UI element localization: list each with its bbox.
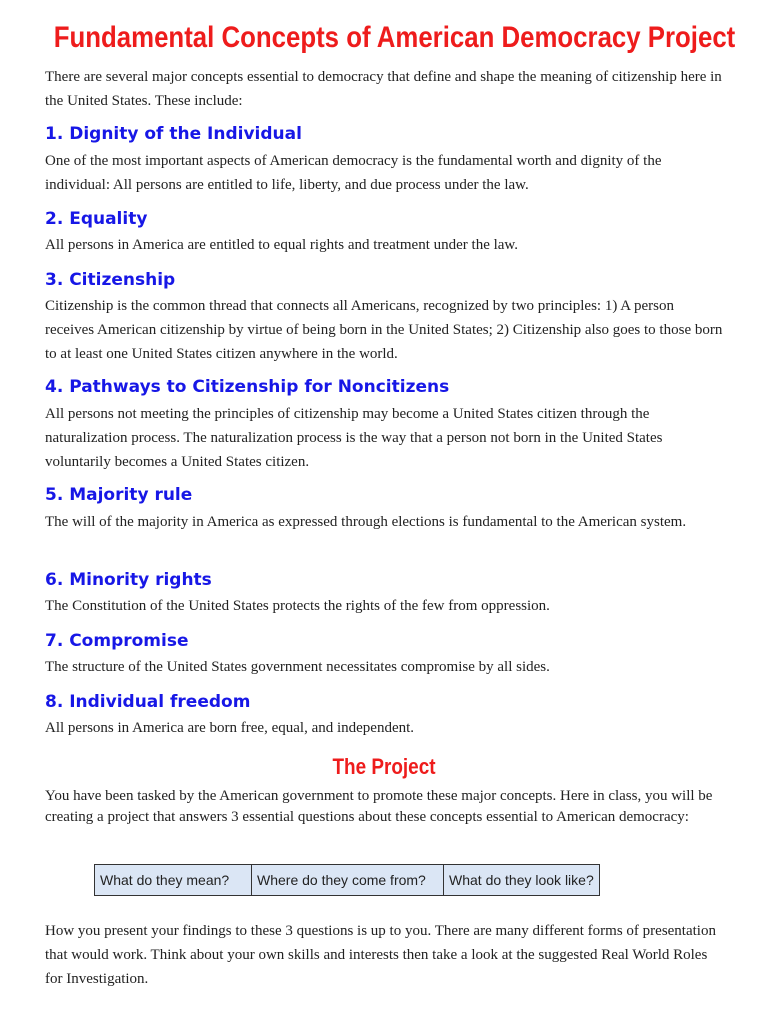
concept-heading-compromise: 7. Compromise — [45, 631, 189, 651]
concept-heading-individual-freedom: 8. Individual freedom — [45, 692, 251, 712]
question-cell-origin: Where do they come from? — [252, 865, 444, 896]
concept-text-equality: All persons in America are entitled to equal rights and treatment under the law. — [45, 237, 519, 253]
concept-text-citizenship: Citizenship is the common thread that connects all Americans, recognized by two principles: 1) A person receives American citizenship by virtue of being born in the United States; 2) Citizenship also goes to those born to at least one United States citizen anywhere in the world. — [45, 298, 723, 362]
concept-heading-citizenship: 3. Citizenship — [45, 270, 176, 290]
concept-heading-minority-rights: 6. Minority rights — [45, 570, 212, 590]
concept-heading-equality: 2. Equality — [45, 209, 148, 229]
project-intro: You have been tasked by the American government to promote these major concepts. Here in class, you will be creating a project that answers 3 essential questions about these concepts essential to American democracy: — [45, 788, 713, 825]
question-cell-appearance: What do they look like? — [444, 865, 600, 896]
concept-text-dignity: One of the most important aspects of American democracy is the fundamental worth and dignity of the individual: All persons are entitled to life, liberty, and due process under the law. — [45, 153, 662, 193]
project-closing: How you present your findings to these 3 questions is up to you. There are many different forms of presentation that would work. Think about your own skills and interests then take a look at the suggested Real World Roles for Investigation. — [45, 923, 716, 987]
concept-text-minority-rights: The Constitution of the United States protects the rights of the few from oppression. — [45, 598, 550, 614]
intro-paragraph: There are several major concepts essential to democracy that define and shape the meaning of citizenship here in the United States. These include: — [45, 69, 722, 109]
questions-table — [94, 864, 600, 896]
concept-heading-majority-rule: 5. Majority rule — [45, 485, 193, 505]
question-cell-meaning: What do they mean? — [95, 865, 252, 896]
concept-heading-pathways: 4. Pathways to Citizenship for Noncitizens — [45, 377, 450, 397]
concept-text-pathways: All persons not meeting the principles of citizenship may become a United States citizen through the naturalization process. The naturalization process is the way that a person not born in the United States voluntarily becomes a United States citizen. — [45, 406, 663, 470]
document-title: Fundamental Concepts of American Democracy Project — [53, 21, 736, 54]
concept-text-compromise: The structure of the United States government necessitates compromise by all sides. — [45, 659, 550, 675]
questions-row — [95, 865, 600, 896]
concept-heading-dignity: 1. Dignity of the Individual — [45, 124, 302, 144]
project-title: The Project — [332, 754, 436, 779]
concept-text-majority-rule: The will of the majority in America as expressed through elections is fundamental to the American system. — [45, 514, 687, 530]
concept-text-individual-freedom: All persons in America are born free, equal, and independent. — [45, 720, 415, 736]
